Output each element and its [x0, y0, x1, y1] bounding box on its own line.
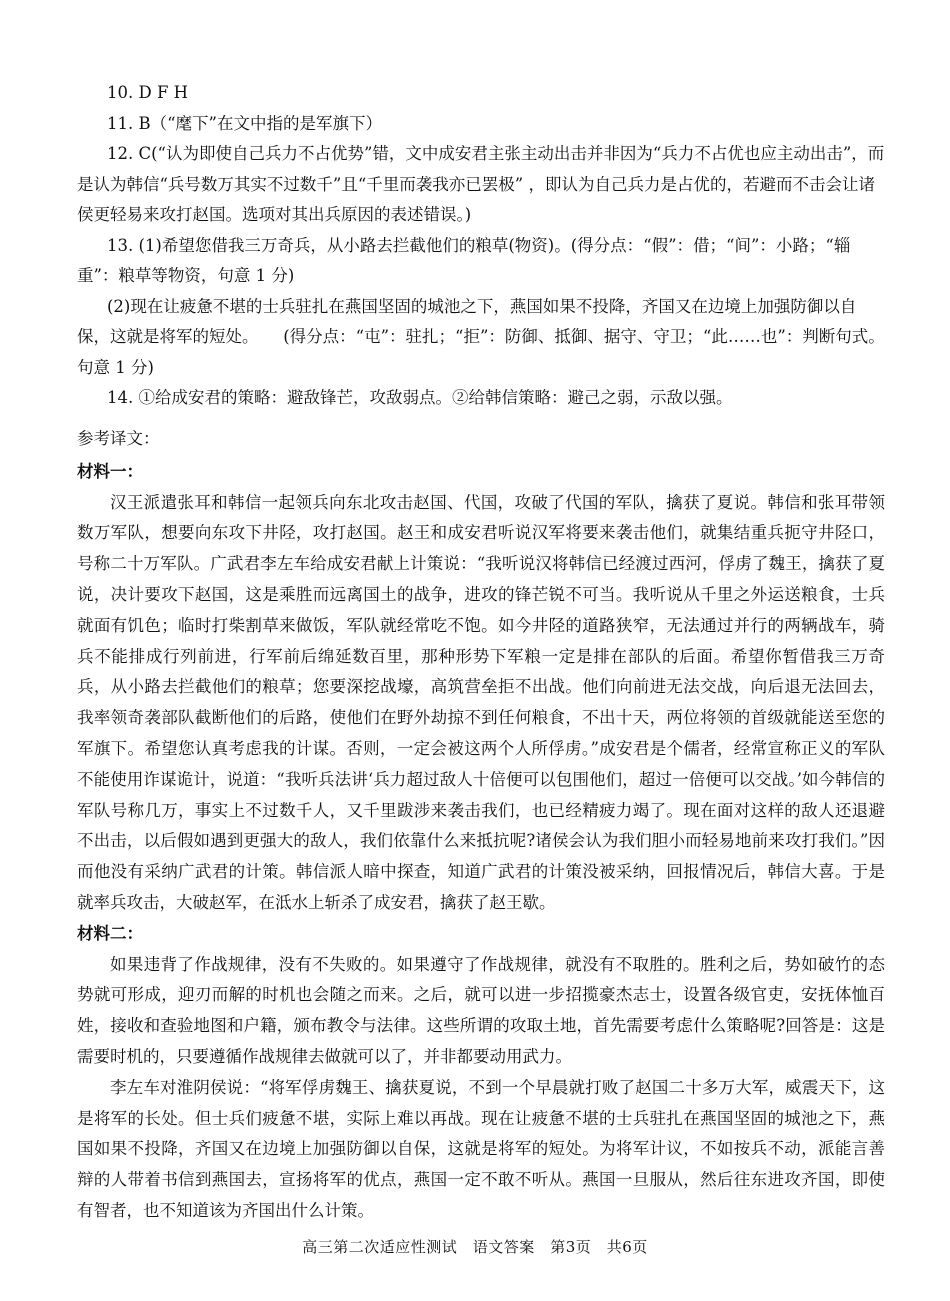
answer-10: 10. D F H: [107, 83, 189, 102]
material-two-paragraph-1: 如果违背了作战规律，没有不失败的。如果遵守了作战规律，就没有不取胜的。胜利之后，势如破竹的态势就可形成，迎刃而解的时机也会随之而来。之后，就可以进一步招揽豪杰志士，设置各级官吏，安抚体恤百姓，接收和查验地图和户籍，颁布教令与法律。这些所谓的攻取土地，首先需要考虑什么策略呢?回答是：这是需要时机的，只要遵循作战规律去做就可以了，并非都要动用武力。: [77, 954, 885, 1066]
reference-translation: [77, 424, 885, 1227]
material-one-paragraph: 汉王派遣张耳和韩信一起领兵向东北攻击赵国、代国，攻破了代国的军队，擒获了夏说。韩信和张耳带领数万军队，想要向东攻下井陉，攻打赵国。赵王和成安君听说汉军将要来袭击他们，就集结重兵扼守井陉口，号称二十万军队。广武君李左车给成安君献上计策说：“我听说汉将韩信已经渡过西河，俘虏了魏王，擒获了夏说，决计要攻下赵国，这是乘胜而远离国土的战争，进攻的锋芒锐不可当。我听说从千里之外运送粮食，士兵就面有饥色；临时打柴割草来做饭，军队就经常吃不饱。如今井陉的道路狭窄，无法通过并行的两辆战车，骑兵不能排成行列前进，行军前后绵延数百里，那种形势下军粮一定是排在部队的后面。希望你暂借我三万奇兵，从小路去拦截他们的粮草；您要深挖战壕，高筑营垒拒不出战。他们向前进无法交战，向后退无法回去，我率领奇袭部队截断他们的后路，使他们在野外劫掠不到任何粮食，不出十天，两位将领的首级就能送至您的军旗下。希望您认真考虑我的计谋。否则，一定会被这两个人所俘虏。”成安君是个儒者，经常宣称正义的军队不能使用诈谋诡计，说道：“我听兵法讲‘兵力超过敌人十倍便可以包围他们，超过一倍便可以交战。’如今韩信的军队号称几万，事实上不过数千人，又千里跋涉来袭击我们，也已经精疲力竭了。现在面对这样的敌人还退避不出击，以后假如遇到更强大的敌人，我们依靠什么来抵抗呢?诸侯会认为我们胆小而轻易地前来攻打我们。”因而他没有采纳广武君的计策。韩信派人暗中探查，知道广武君的计策没被采纳，回报情况后，韩信大喜。于是就率兵攻击，大破赵军，在泜水上斩杀了成安君，擒获了赵王歇。: [77, 492, 885, 912]
translation-title: 参考译文：: [77, 429, 160, 448]
answer-section: [77, 78, 885, 414]
answer-13-part2: (2)现在让疲惫不堪的士兵驻扎在燕国坚固的城池之下，燕国如果不投降，齐国又在边境上加强防御以自保，这就是将军的短处。 (得分点：“屯”：驻扎；“拒”：防御、抵御、据守、守卫；“此……也”：判断句式。句意 1 分): [77, 296, 885, 377]
answer-12: 12. C(“认为即使自己兵力不占优势”错，文中成安君主张主动出击并非因为“兵力不占优也应主动出击”，而是认为韩信“兵号数万其实不过数千”且“千里而袭我亦已罢极” ，即认为自己兵力是占优的，若避而不击会让诸侯更轻易来攻打赵国。选项对其出兵原因的表述错误。): [77, 144, 885, 224]
answer-11: 11. B（“麾下”在文中指的是军旗下）: [107, 113, 382, 133]
material-two-heading: 材料二：: [77, 923, 143, 943]
answer-13-part1: 13. (1)希望您借我三万奇兵，从小路去拦截他们的粮草(物资)。(得分点：“假”：借；“间”：小路；“辎重”：粮草等物资，句意 1 分): [77, 235, 851, 285]
material-two-paragraph-2: 李左车对淮阴侯说：“将军俘虏魏王、擒获夏说，不到一个早晨就打败了赵国二十多万大军，威震天下，这是将军的长处。但士兵们疲惫不堪，实际上难以再战。现在让疲惫不堪的士兵驻扎在燕国坚固的城池之下，燕国如果不投降，齐国又在边境上加强防御以自保，这就是将军的短处。为将军计议，不如按兵不动，派能言善辩的人带着书信到燕国去，宣扬将军的优点，燕国一定不敢不听从。燕国一旦服从，然后往东进攻齐国，即使有智者，也不知道该为齐国出什么计策。: [77, 1077, 885, 1220]
answer-14: 14. ①给成安君的策略：避敌锋芒，攻敌弱点。②给韩信策略：避己之弱，示敌以强。: [107, 388, 733, 407]
page-footer: 高三第二次适应性测试 语文答案 第3页 共6页: [302, 1238, 648, 1256]
material-one-heading: 材料一：: [77, 461, 143, 481]
